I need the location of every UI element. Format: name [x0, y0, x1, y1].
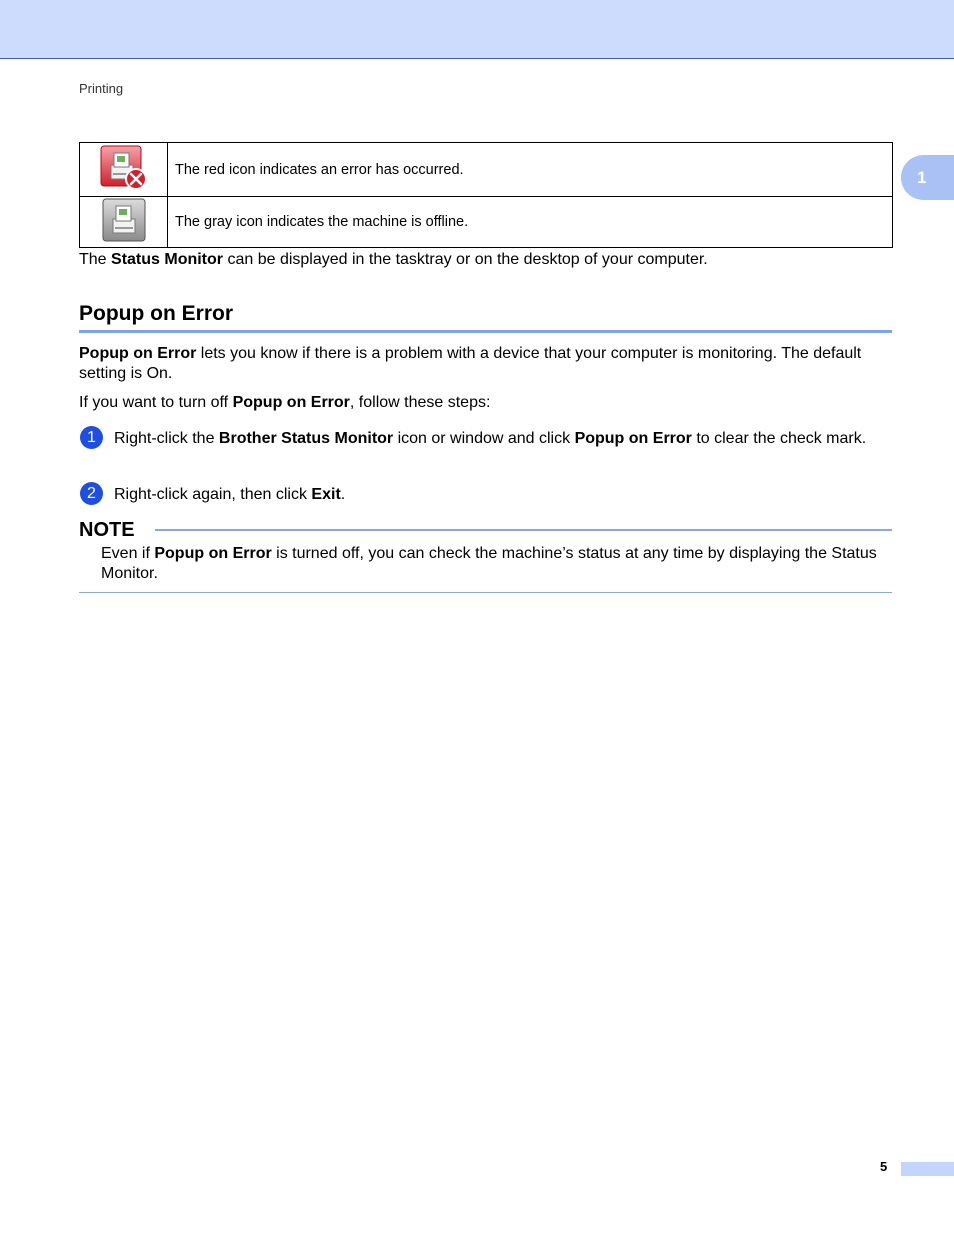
- running-header: Printing: [79, 81, 124, 96]
- printer-offline-icon: [102, 198, 146, 242]
- note-rule: [155, 529, 892, 531]
- page-number-bar: [901, 1162, 954, 1176]
- icon-cell: [80, 197, 168, 248]
- status-icon-table: [79, 142, 893, 248]
- top-header-band: [0, 0, 954, 59]
- table-row: [80, 197, 893, 248]
- icon-cell: [80, 143, 168, 197]
- step-2-badge: 2: [80, 482, 103, 505]
- page-number: 5: [880, 1159, 888, 1174]
- note-title: NOTE: [79, 519, 135, 541]
- status-monitor-term: Status Monitor: [111, 251, 224, 268]
- table-row: [80, 143, 893, 197]
- printer-error-icon: [100, 145, 148, 191]
- step-2-text: Right-click again, then click Exit.: [114, 486, 346, 503]
- step-1-text: Right-click the Brother Status Monitor icon or window and click Popup on Error to clear the check mark.: [114, 430, 867, 447]
- section-title: Popup on Error: [79, 302, 233, 325]
- icon-description: The gray icon indicates the machine is offline.: [168, 197, 893, 248]
- chapter-number: 1: [917, 167, 927, 187]
- description-paragraph: Popup on Error lets you know if there is a problem with a device that your computer is monitoring. The default setting is On.: [79, 345, 862, 382]
- chapter-tab: [901, 155, 954, 200]
- section-title-rule: [79, 330, 892, 333]
- steps-intro: If you want to turn off Popup on Error, follow these steps:: [79, 394, 491, 411]
- note-bottom-rule: [79, 592, 892, 593]
- note-text: Even if Popup on Error is turned off, you can check the machine’s status at any time by displaying the Status Monitor.: [101, 545, 877, 582]
- step-1-badge: 1: [80, 426, 103, 449]
- icon-description: The red icon indicates an error has occurred.: [168, 143, 893, 197]
- intro-paragraph: The Status Monitor can be displayed in the tasktray or on the desktop of your computer.: [79, 251, 708, 268]
